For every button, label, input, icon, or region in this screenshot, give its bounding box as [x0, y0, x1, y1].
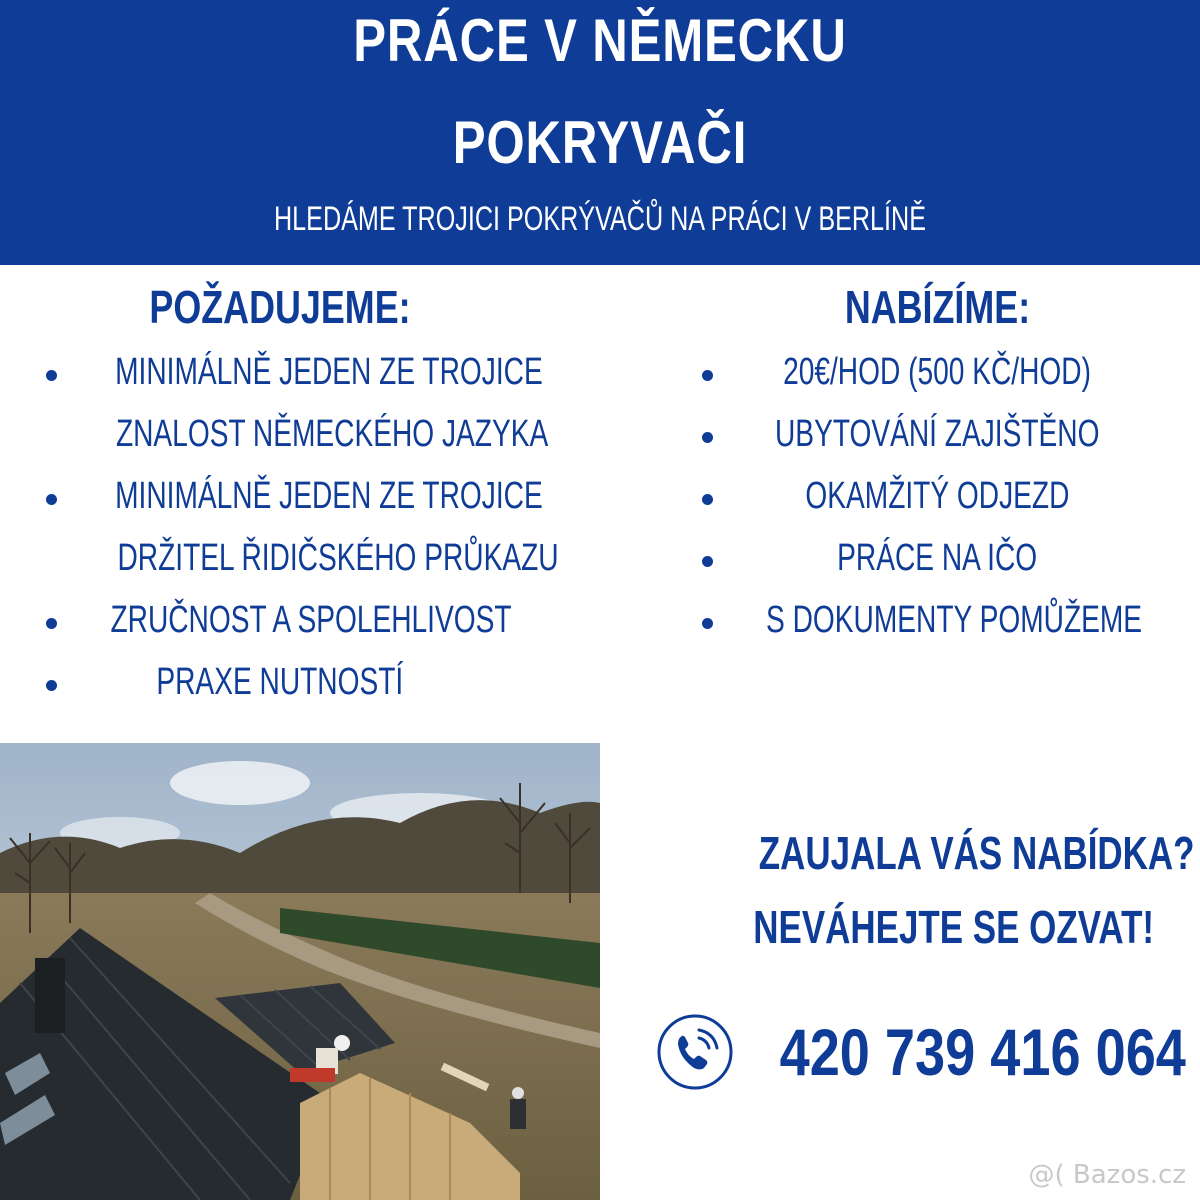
list-item: ZNALOST NĚMECKÉHO JAZYKA — [115, 413, 549, 455]
list-item: S DOKUMENTY POMŮŽEME — [766, 599, 1143, 641]
list-item: MINIMÁLNĚ JEDEN ZE TROJICE — [115, 475, 543, 517]
header-banner — [0, 0, 1200, 265]
roofers-photo — [0, 743, 600, 1200]
phone-number[interactable]: 420 739 416 064 — [779, 1015, 1186, 1089]
cta-prompt: NEVÁHEJTE SE OZVAT! — [753, 901, 1155, 953]
page-subtitle-role: POKRYVAČI — [452, 109, 748, 176]
list-item: ZRUČNOST A SPOLEHLIVOST — [110, 599, 512, 641]
list-item: OKAMŽITÝ ODJEZD — [805, 475, 1070, 517]
list-item: DRŽITEL ŘIDIČSKÉHO PRŮKAZU — [117, 537, 559, 579]
requirements-title: POŽADUJEME: — [149, 281, 411, 333]
offers-title: NABÍZÍME: — [844, 281, 1031, 333]
cta-question: ZAUJALA VÁS NABÍDKA? — [758, 827, 1195, 879]
list-item: PRAXE NUTNOSTÍ — [156, 661, 404, 703]
list-item: 20€/HOD (500 KČ/HOD) — [783, 351, 1092, 393]
list-item: PRÁCE NA IČO — [837, 537, 1038, 579]
phone-icon — [655, 1012, 735, 1092]
watermark: @( Bazos.cz — [1028, 1160, 1186, 1190]
list-item: MINIMÁLNĚ JEDEN ZE TROJICE — [115, 351, 543, 393]
header-tagline: HLEDÁME TROJICI POKRÝVAČŮ NA PRÁCI V BERLÍNĚ — [274, 200, 926, 238]
list-item: UBYTOVÁNÍ ZAJIŠTĚNO — [775, 413, 1100, 455]
page-title: PRÁCE V NĚMECKU — [353, 7, 847, 74]
